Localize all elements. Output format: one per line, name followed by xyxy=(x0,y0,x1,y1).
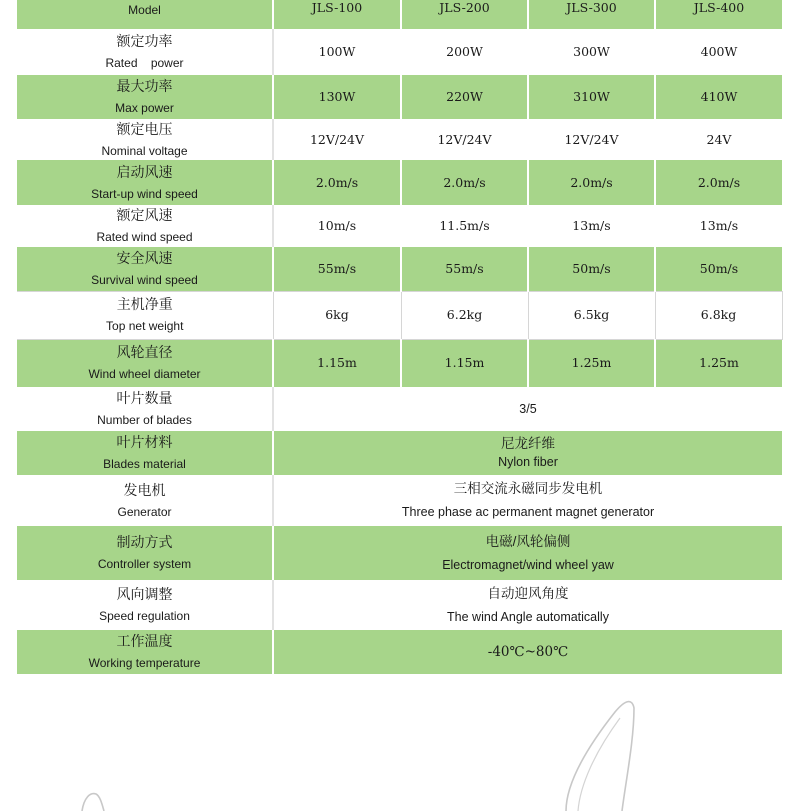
label-cell: 叶片材料 Blades material xyxy=(17,431,273,475)
value-cell: 1.15m xyxy=(273,339,401,387)
label-cell: 额定功率 Rated power xyxy=(17,29,273,75)
header-row xyxy=(17,0,782,29)
model-cell: JLS-200 xyxy=(401,0,528,29)
value-cell: 220W xyxy=(401,75,528,119)
label-cell: 最大功率 Max power xyxy=(17,75,273,119)
label-cell: 工作温度 Working temperature xyxy=(17,630,273,674)
value-cell: 310W xyxy=(528,75,655,119)
spec-row xyxy=(17,339,782,387)
value-cell: 50m/s xyxy=(528,247,655,291)
blade-outline xyxy=(566,702,634,811)
spec-row xyxy=(17,29,782,75)
value-cell: 300W xyxy=(528,29,655,75)
value-cell-wide: 电磁/风轮偏侧 Electromagnet/wind wheel yaw xyxy=(273,526,782,580)
label-cell: 发电机 Generator xyxy=(17,475,273,526)
label-cell: 额定风速 Rated wind speed xyxy=(17,205,273,247)
label-cell: 额定电压 Nominal voltage xyxy=(17,119,273,160)
spec-row xyxy=(17,119,782,160)
value-cell: 11.5m/s xyxy=(401,205,528,247)
model-cell: JLS-400 xyxy=(655,0,782,29)
value-cell-wide: 自动迎风角度 The wind Angle automatically xyxy=(273,580,782,630)
hub-outline xyxy=(82,794,104,811)
value-cell: 24V xyxy=(655,119,782,160)
value-cell: 13m/s xyxy=(655,205,782,247)
spec-row xyxy=(17,630,782,674)
spec-row xyxy=(17,75,782,119)
turbine-sketch xyxy=(0,690,800,811)
value-cell: 100W xyxy=(273,29,401,75)
value-cell-wide: 尼龙纤维 Nylon fiber xyxy=(273,431,782,475)
spec-row xyxy=(17,387,782,431)
model-cell: JLS-300 xyxy=(528,0,655,29)
spec-row xyxy=(17,205,782,247)
value-cell-wide: 三相交流永磁同步发电机 Three phase ac permanent magnet generator xyxy=(273,475,782,526)
spec-table xyxy=(17,0,783,674)
spec-row xyxy=(17,247,782,291)
value-cell: 55m/s xyxy=(401,247,528,291)
spec-row xyxy=(17,475,782,526)
spec-row xyxy=(17,526,782,580)
value-cell: 50m/s xyxy=(655,247,782,291)
value-cell: 130W xyxy=(273,75,401,119)
model-cell: JLS-100 xyxy=(273,0,401,29)
spec-row xyxy=(17,291,782,339)
value-cell: 6kg xyxy=(273,291,401,339)
value-cell: 12V/24V xyxy=(273,119,401,160)
label-cell xyxy=(17,0,273,29)
value-cell-wide: -40℃~80℃ xyxy=(273,630,782,674)
value-cell: 10m/s xyxy=(273,205,401,247)
label-cell: 风向调整 Speed regulation xyxy=(17,580,273,630)
value-cell: 6.2kg xyxy=(401,291,528,339)
label-cell: 制动方式 Controller system xyxy=(17,526,273,580)
value-cell: 6.5kg xyxy=(528,291,655,339)
label-cell: 安全风速 Survival wind speed xyxy=(17,247,273,291)
label-en: Model xyxy=(128,3,161,17)
label-cell: 叶片数量 Number of blades xyxy=(17,387,273,431)
value-cell: 410W xyxy=(655,75,782,119)
value-cell: 400W xyxy=(655,29,782,75)
value-cell: 12V/24V xyxy=(528,119,655,160)
value-cell: 6.8kg xyxy=(655,291,782,339)
spec-row xyxy=(17,580,782,630)
label-cell: 风轮直径 Wind wheel diameter xyxy=(17,339,273,387)
value-cell: 1.25m xyxy=(528,339,655,387)
value-cell: 2.0m/s xyxy=(528,160,655,205)
value-cell: 2.0m/s xyxy=(273,160,401,205)
blade-inner-line xyxy=(578,718,620,811)
value-cell: 1.25m xyxy=(655,339,782,387)
value-cell: 12V/24V xyxy=(401,119,528,160)
spec-row xyxy=(17,431,782,475)
value-cell: 200W xyxy=(401,29,528,75)
value-cell-wide: 3/5 xyxy=(273,387,782,431)
value-cell: 55m/s xyxy=(273,247,401,291)
label-cell: 主机净重 Top net weight xyxy=(17,291,273,339)
value-cell: 2.0m/s xyxy=(655,160,782,205)
value-cell: 2.0m/s xyxy=(401,160,528,205)
value-cell: 1.15m xyxy=(401,339,528,387)
value-cell: 13m/s xyxy=(528,205,655,247)
spec-row xyxy=(17,160,782,205)
label-cell: 启动风速 Start-up wind speed xyxy=(17,160,273,205)
